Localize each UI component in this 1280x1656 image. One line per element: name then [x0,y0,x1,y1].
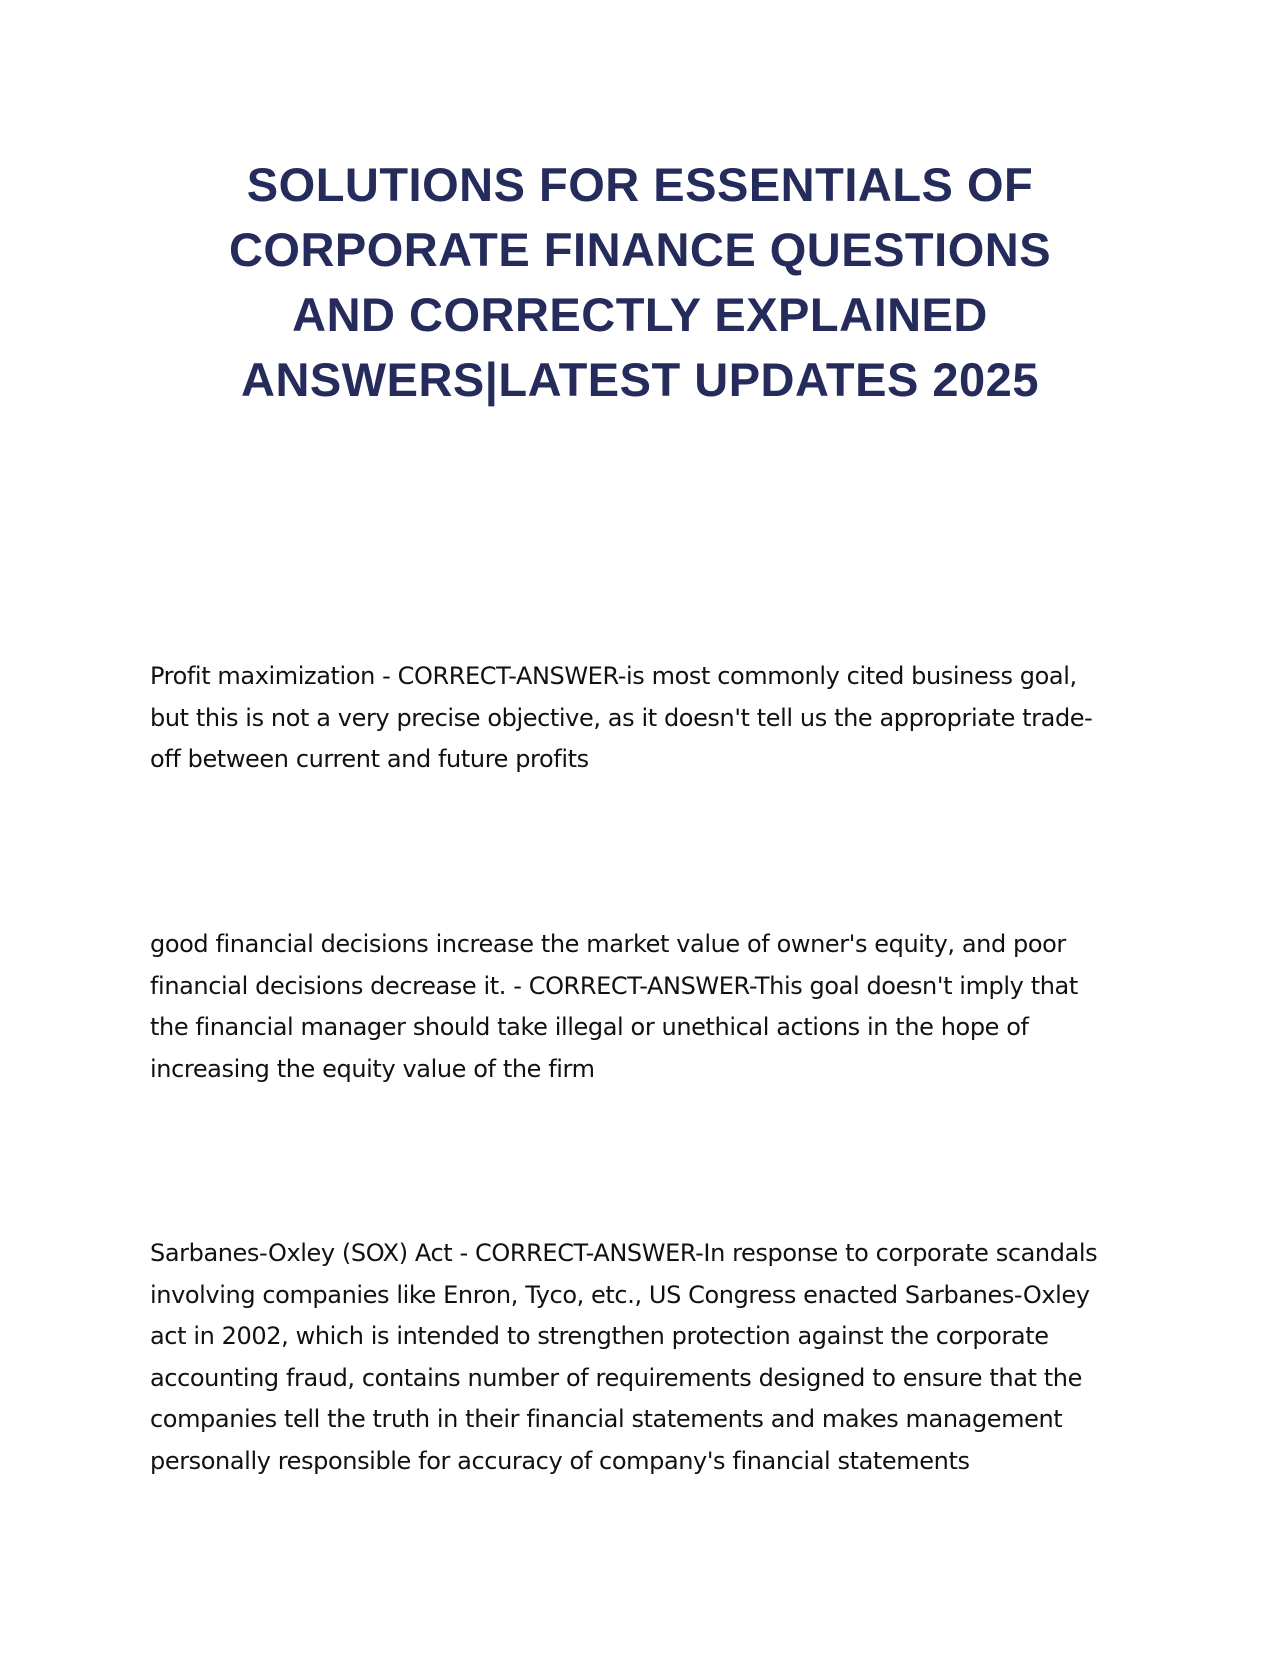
entry-line: Sarbanes-Oxley (SOX) Act - CORRECT-ANSWER-In response to corporate scandals [150,1239,1098,1267]
qa-entry-sarbanes-oxley [150,1233,1140,1482]
title-line: AND CORRECTLY EXPLAINED [292,288,988,341]
entry-line: increasing the equity value of the firm [150,1054,595,1083]
entry-line: act in 2002, which is intended to strengthen protection against the corporate [150,1322,1049,1350]
qa-entry-financial-decisions [150,924,1140,1090]
entry-line: good financial decisions increase the market value of owner's equity, and poor [150,930,1066,958]
document-title [150,152,1130,412]
title-line: CORPORATE FINANCE QUESTIONS [228,223,1052,276]
entry-line: Profit maximization - CORRECT-ANSWER-is most commonly cited business goal, [150,662,1077,690]
entry-line: but this is not a very precise objective, as it doesn't tell us the appropriate trade- [150,703,1093,732]
entry-line: off between current and future profits [150,745,589,773]
entry-line: personally responsible for accuracy of company's financial statements [150,1446,970,1475]
entry-line: the financial manager should take illegal or unethical actions in the hope of [150,1013,1029,1041]
entry-line: companies tell the truth in their financial statements and makes management [150,1405,1063,1433]
entry-line: involving companies like Enron, Tyco, etc., US Congress enacted Sarbanes-Oxley [150,1280,1090,1309]
title-line: SOLUTIONS FOR ESSENTIALS OF [246,158,1034,211]
entry-line: accounting fraud, contains number of requirements designed to ensure that the [150,1363,1082,1392]
title-line: ANSWERS|LATEST UPDATES 2025 [241,353,1039,406]
qa-entry-profit-maximization [150,656,1140,781]
entry-line: financial decisions decrease it. - CORRECT-ANSWER-This goal doesn't imply that [150,971,1078,1000]
